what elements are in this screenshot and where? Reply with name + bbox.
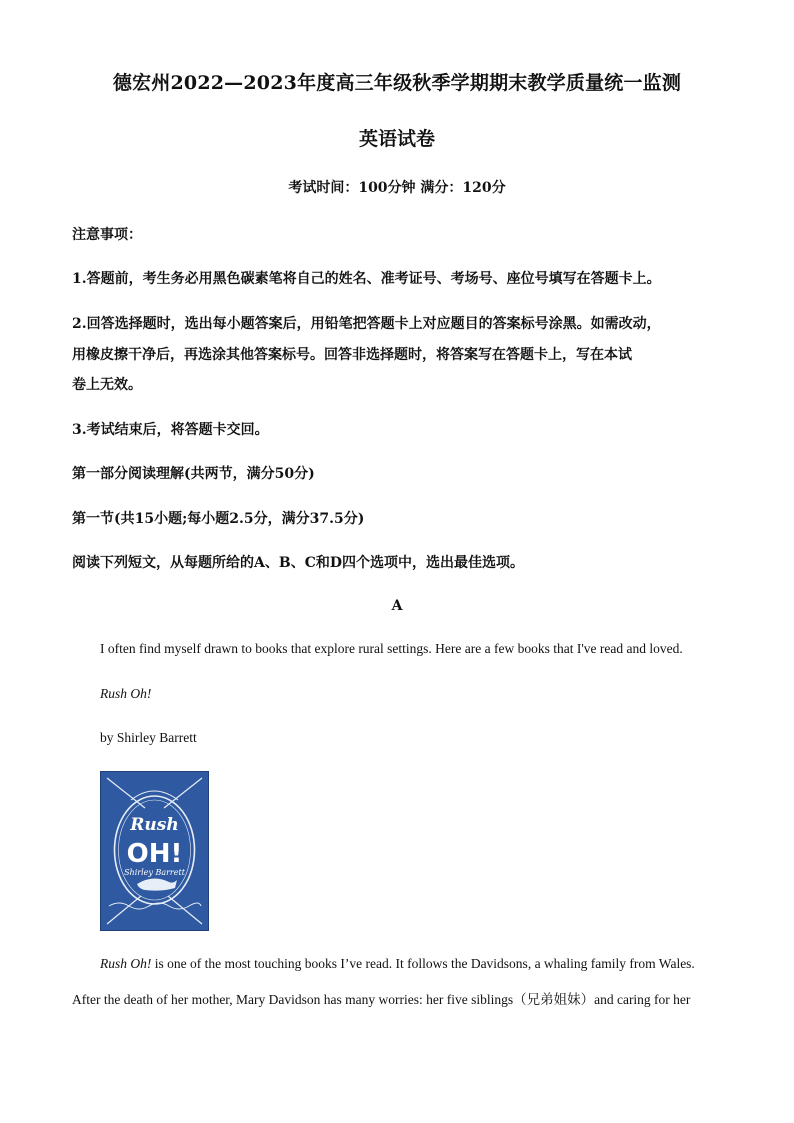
section-heading: 第一节(共15小题;每小题2.5分，满分37.5分) xyxy=(72,511,365,527)
book-author: by Shirley Barrett xyxy=(100,730,197,745)
book-cover-image xyxy=(100,771,209,931)
cover-author: Shirley Barrett xyxy=(124,868,185,877)
passage-letter: A xyxy=(391,598,403,614)
exam-info: 考试时间：100分钟 满分：120分 xyxy=(288,180,506,196)
note-item-2-line-1: 2.回答选择题时，选出每小题答案后，用铅笔把答题卡上对应题目的答案标号涂黑。如需改动， xyxy=(72,316,661,332)
paragraph-1-line-1 xyxy=(100,956,695,972)
cover-title-line-1: Rush xyxy=(130,815,179,835)
reading-instruction: 阅读下列短文，从每题所给的A、B、C和D四个选项中，选出最佳选项。 xyxy=(72,555,524,571)
book-title: Rush Oh! xyxy=(100,686,152,701)
paragraph-1-book-title: Rush Oh! xyxy=(100,956,152,971)
part-heading: 第一部分阅读理解(共两节，满分50分) xyxy=(72,466,315,482)
passage-intro: I often find myself drawn to books that explore rural settings. Here are a few books that I've read and loved. xyxy=(100,641,683,656)
paragraph-1-line-1-text: is one of the most touching books I’ve read. It follows the Davidsons, a whaling family from Wales. xyxy=(151,956,695,971)
cover-title-line-2: OH! xyxy=(126,839,183,869)
notes-heading: 注意事项： xyxy=(72,227,142,243)
subject-title: 英语试卷 xyxy=(358,128,435,150)
note-item-2-line-2: 用橡皮擦干净后，再选涂其他答案标号。回答非选择题时，将答案写在答题卡上，写在本试 xyxy=(72,347,632,363)
paragraph-1-line-2: After the death of her mother, Mary Davidson has many worries: her five siblings（兄弟姐妹）and caring for her xyxy=(72,992,691,1007)
book-cover-art xyxy=(101,772,208,930)
note-item-1: 1.答题前，考生务必用黑色碳素笔将自己的姓名、准考证号、考场号、座位号填写在答题卡上。 xyxy=(72,271,661,287)
note-item-3: 3.考试结束后，将答题卡交回。 xyxy=(72,422,269,438)
note-item-2-line-3: 卷上无效。 xyxy=(72,377,142,393)
page-title: 德宏州2022—2023年度高三年级秋季学期期末教学质量统一监测 xyxy=(112,72,682,94)
